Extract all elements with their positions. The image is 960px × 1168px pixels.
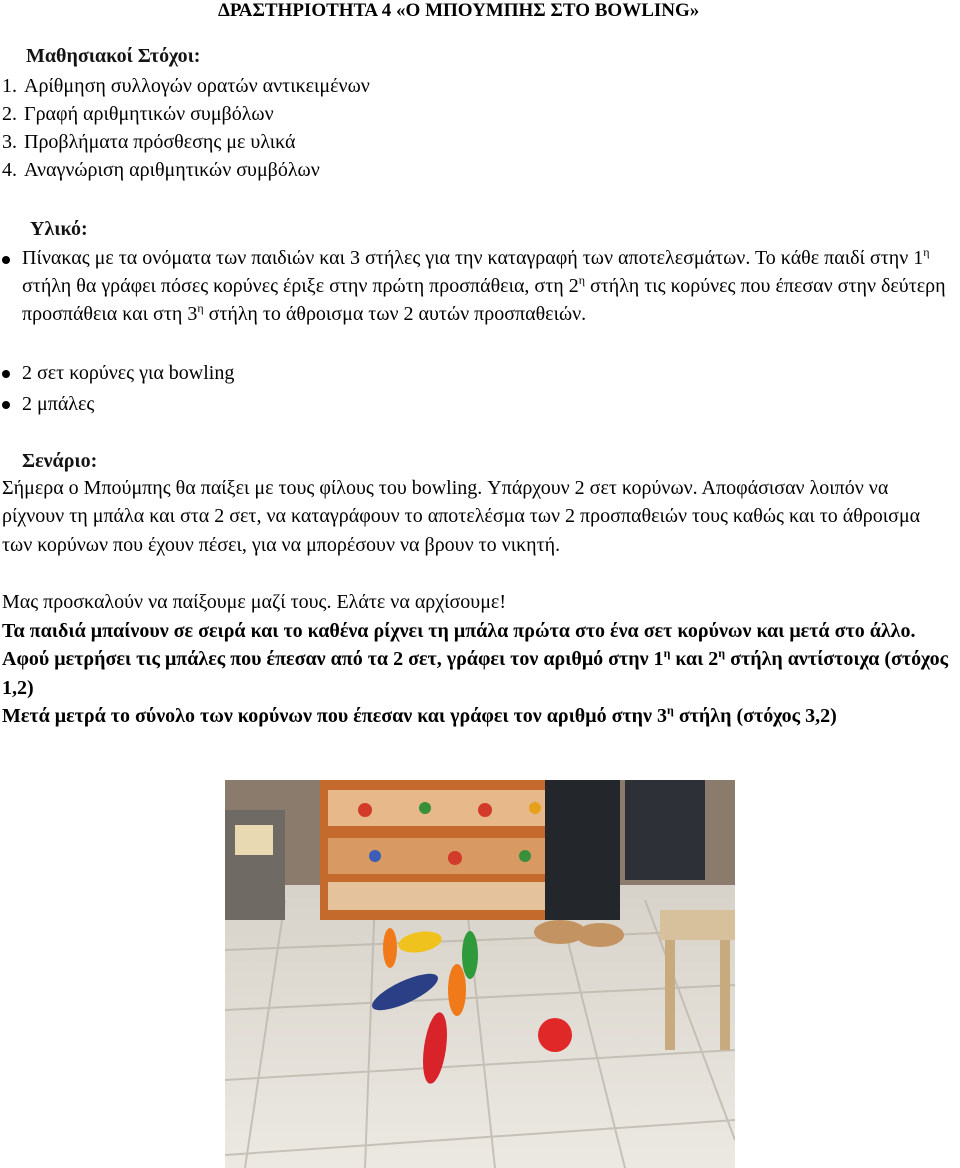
- bullet-icon: [2, 256, 10, 264]
- objective-number: 3.: [2, 131, 17, 153]
- toy-box: [235, 825, 273, 855]
- bullet-icon: [2, 370, 10, 378]
- materials-item-table: [22, 244, 960, 328]
- superscript: η: [666, 703, 674, 717]
- instructions-text: και 2: [670, 648, 719, 671]
- objective-item: [2, 74, 370, 98]
- objective-text: Αρίθμηση συλλογών ορατών αντικειμένων: [24, 75, 370, 97]
- scenario-invitation: Μας προσκαλούν να παίξουμε μαζί τους. Ελάτε να αρχίσουμε!: [2, 591, 506, 613]
- bowling-ball: [538, 1018, 572, 1052]
- instructions-text: στήλη αντίστοιχα (στόχος 1,2): [2, 648, 948, 699]
- activity-title: ΔΡΑΣΤΗΡΙΟΤΗΤΑ 4 «Ο ΜΠΟΥΜΠΗΣ ΣΤΟ BOWLING»: [218, 0, 700, 21]
- superscript: η: [197, 301, 204, 315]
- objective-number: 2.: [2, 103, 17, 125]
- superscript: η: [718, 646, 726, 661]
- chair-leg: [665, 940, 675, 1050]
- materials-item-pins: 2 σετ κορύνες για bowling: [22, 362, 235, 384]
- shoe: [576, 923, 624, 947]
- bowling-photo: [225, 780, 735, 1168]
- bowling-scene-illustration: [225, 780, 735, 1168]
- superscript: η: [923, 245, 930, 259]
- person-legs: [625, 780, 705, 880]
- materials-text: Πίνακας με τα ονόματα των παιδιών και 3 στήλες για την καταγραφή των αποτελεσμάτων. Το κάθε παιδί στην 1: [22, 247, 924, 269]
- instructions-paragraph: [2, 617, 952, 702]
- scenario-heading: Σενάριο:: [22, 450, 98, 472]
- objective-item: [2, 158, 320, 182]
- person-legs: [545, 780, 620, 920]
- objective-number: 4.: [2, 159, 17, 181]
- objective-item: [2, 102, 274, 126]
- objectives-heading: Μαθησιακοί Στόχοι:: [26, 45, 201, 67]
- objective-number: 1.: [2, 75, 17, 97]
- instructions-text: Τα παιδιά μπαίνουν σε σειρά και το καθένα ρίχνει τη μπάλα πρώτα στο ένα σετ κορύνων και μετά στο άλλο. Αφού μετρήσει τις μπάλες που έπεσαν από τα 2 σετ, γράφει τον αριθμό στην 1: [2, 620, 916, 671]
- materials-heading: Υλικό:: [30, 218, 88, 240]
- shelf-compartment: [328, 882, 572, 910]
- instructions-text: στήλη (στόχος 3,2): [673, 705, 837, 727]
- materials-text: στήλη τις κορύνες που έπεσαν στην δεύτερη προσπάθεια και στη 3: [22, 275, 946, 325]
- objective-text: Προβλήματα πρόσθεσης με υλικά: [24, 131, 296, 153]
- instructions-text: Μετά μετρά το σύνολο των κορύνων που έπεσαν και γράφει τον αριθμό στην 3: [2, 705, 667, 727]
- objective-item: [2, 130, 296, 154]
- superscript: η: [578, 273, 585, 287]
- scenario-paragraph: Σήμερα ο Μπούμπης θα παίξει με τους φίλους του bowling. Υπάρχουν 2 σετ κορύνων. Αποφάσισαν λοιπόν να ρίχνουν τη μπάλα και στα 2 σετ, να καταγράφουν το αποτελέσμα των 2 προσπαθειών τους καθώς και το άθροισμα των κορύνων που έχουν πέσει, για να μπορέσουν να βρουν το νικητή.: [2, 477, 921, 556]
- objective-text: Γραφή αριθμητικών συμβόλων: [24, 103, 274, 125]
- materials-text: στήλη θα γράφει πόσες κορύνες έριξε στην πρώτη προσπάθεια, στη 2: [22, 275, 579, 297]
- materials-item-balls: 2 μπάλες: [22, 393, 95, 415]
- objective-text: Αναγνώριση αριθμητικών συμβόλων: [24, 159, 320, 181]
- chair-leg: [720, 940, 730, 1050]
- chair-seat: [660, 910, 735, 940]
- superscript: η: [663, 646, 671, 661]
- materials-text: στήλη το άθροισμα των 2 αυτών προσπαθειών.: [203, 303, 587, 325]
- sum-instructions-paragraph: [2, 702, 952, 730]
- bullet-icon: [2, 401, 10, 409]
